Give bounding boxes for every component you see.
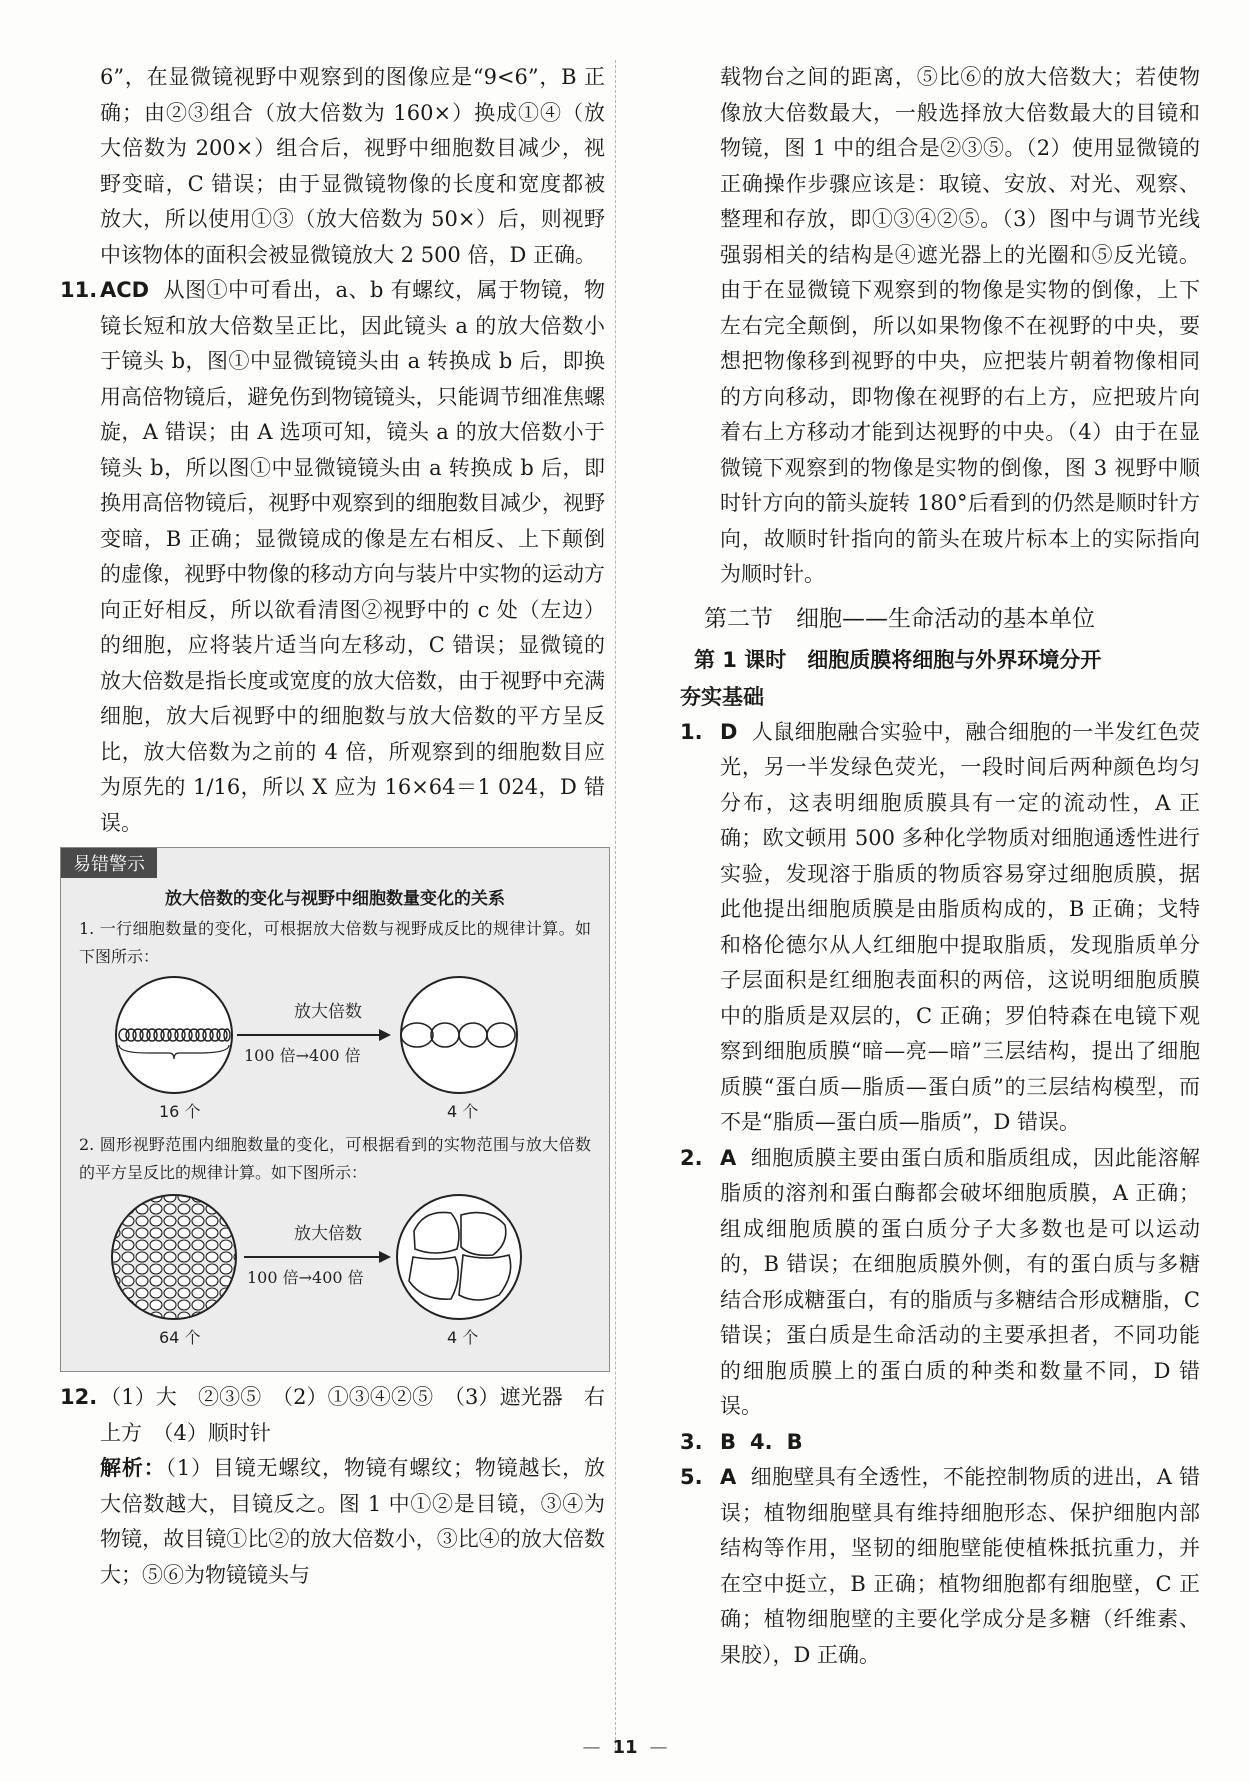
error-warning-box bbox=[60, 847, 610, 1372]
count-left-1: 16 个 bbox=[159, 1102, 201, 1121]
magnify-arrowhead-1 bbox=[379, 1029, 391, 1041]
lesson-heading: 第 1 课时 细胞质膜将细胞与外界环境分开 bbox=[694, 647, 1102, 672]
left-dense-field bbox=[112, 1195, 236, 1319]
magnify-arrowhead-2 bbox=[379, 1251, 391, 1263]
from-to-label-2: 100 倍→400 倍 bbox=[247, 1268, 364, 1287]
q12-continuation: 载物台之间的距离，⑤比⑥的放大倍数大；若使物像放大倍数最大，一般选择放大倍数最大的目镜和物镜，图 1 中的组合是②③⑤。（2）使用显微镜的正确操作步骤应该是：取镜、安放、对光、观察、整理和存放，即①③④②⑤。（3）图中与调节光线强弱相关的结构是④遮光器上的光圈和⑤反光镜。由于在显微镜下观察到的物像是实物的倒像，上下左右完全颠倒，所以如果物像不在视野的中央，要想把物像移到视野的中央，应把装片朝着物像相同的方向移动，即物像在视野的右上方，应把玻片向着右上方移动才能到达视野的中央。（4）由于在显微镜下观察到的物像是实物的倒像，图 3 视野中顺时针方向的箭头旋转 180°后看到的仍然是顺时针方向，故顺时针指向的箭头在玻片标本上的实际指向为顺时针。 bbox=[720, 65, 1200, 586]
arrow-label-2: 放大倍数 bbox=[294, 1224, 362, 1244]
q12-analysis bbox=[60, 1451, 605, 1593]
q11-number: 11. bbox=[60, 278, 98, 302]
box-title: 放大倍数的变化与视野中细胞数量变化的关系 bbox=[165, 889, 505, 909]
arrow-label-1: 放大倍数 bbox=[294, 1002, 362, 1022]
page-number bbox=[0, 1737, 1250, 1758]
q1-answer: D bbox=[720, 719, 738, 744]
q11-explanation: 从图①中可看出，a、b 有螺纹，属于物镜，物镜长短和放大倍数呈正比，因此镜头 a 的放大倍数小于镜头 b，图①中显微镜镜头由 a 转换成 b 后，即换用高倍物镜后，避免伤到物镜镜头，只能调节细准焦螺旋，A 错误；由 A 选项可知，镜头 a 的放大倍数小于镜头 b，所以图①中显微镜镜头由 a 转换成 b 后，即换用高倍物镜后，视野中观察到的细胞数目减少，视野变暗，B 正确；显微镜成的像是左右相反、上下颠倒的虚像，视野中物像的移动方向与装片中实物的运动方向正好相反，所以欲看清图②视野中的 c 处（左边）的细胞，应将装片适当向左移动，C 错误；显微镜的放大倍数是指长度或宽度的放大倍数，由于视野中充满细胞，放大后视野中的细胞数与放大倍数的平方呈反比，放大倍数为之前的 4 倍，所观察到的细胞数目应为原先的 1/16，所以 X 应为 16×64＝1 024，D 错误。 bbox=[100, 278, 605, 835]
circle-cells-diagram bbox=[79, 1191, 589, 1351]
q1-number: 1. bbox=[680, 719, 703, 744]
questions-3-4 bbox=[680, 1425, 1200, 1461]
question-1 bbox=[680, 715, 1200, 1141]
left-column bbox=[60, 60, 605, 1593]
q1-explanation: 人鼠细胞融合实验中，融合细胞的一半发红色荧光，另一半发绿色荧光，一段时间后两种颜色均匀分布，这表明细胞质膜具有一定的流动性，A 正确；欧文顿用 500 多种化学物质对细胞通透性进行实验，发现溶于脂质的物质容易穿过细胞质膜，据此他提出细胞质膜是由脂质构成的，B 正确；戈特和格伦德尔从人红细胞中提取脂质，发现脂质单分子层面积是红细胞表面积的两倍，这说明细胞质膜中的脂质是双层的，C 正确；罗伯特森在电镜下观察到细胞质膜“暗—亮—暗”三层结构，提出了细胞质膜“蛋白质—脂质—蛋白质”的三层结构模型，而不是“脂质—蛋白质—脂质”，D 错误。 bbox=[720, 719, 1200, 1134]
question-5 bbox=[680, 1460, 1200, 1673]
q2-explanation: 细胞质膜主要由蛋白质和脂质组成，因此能溶解脂质的溶剂和蛋白酶都会破坏细胞质膜，A 正确；组成细胞质膜的蛋白质分子大多数也是可以运动的，B 错误；在细胞质膜外侧，有的蛋白质与多糖结合形成糖蛋白，有的脂质与多糖结合形成糖脂，C 错误；蛋白质是生命活动的主要承担者，不同功能的细胞质膜上的蛋白质的种类和数量不同，D 错误。 bbox=[720, 1145, 1200, 1418]
question-2 bbox=[680, 1141, 1200, 1425]
section-heading: 第二节 细胞——生命活动的基本单位 bbox=[704, 605, 1095, 632]
q4-answer: B bbox=[786, 1429, 803, 1454]
question-12 bbox=[60, 1380, 605, 1451]
q3-answer: B bbox=[720, 1429, 737, 1454]
q3-number: 3. bbox=[680, 1429, 703, 1454]
q2-number: 2. bbox=[680, 1145, 703, 1170]
q2-answer: A bbox=[720, 1145, 737, 1170]
count-right-1: 4 个 bbox=[447, 1102, 479, 1121]
box-tab: 易错警示 bbox=[61, 848, 157, 878]
q10-continuation: 6”，在显微镜视野中观察到的图像应是“9<6”，B 正确；由②③组合（放大倍数为 160×）换成①④（放大倍数为 200×）组合后，视野中细胞数目减少，视野变暗，C 错误；由于显微镜物像的长度和宽度都被放大，所以使用①③（放大倍数为 50×）后，则视野中该物体的面积会被显微镜放大 2 500 倍，D 正确。 bbox=[100, 65, 605, 267]
q5-explanation: 细胞壁具有全透性，不能控制物质的进出，A 错误；植物细胞壁具有维持细胞形态、保护细胞内部结构等作用，坚韧的细胞壁能使植株抵抗重力，并在空中挺立，B 正确；植物细胞都有细胞壁，C 正确；植物细胞壁的主要化学成分是多糖（纤维素、果胶），D 正确。 bbox=[720, 1465, 1200, 1667]
dash-left: — bbox=[582, 1737, 601, 1758]
dash-right: — bbox=[649, 1737, 668, 1758]
q5-answer: A bbox=[720, 1465, 737, 1489]
q5-number: 5. bbox=[680, 1465, 703, 1489]
subsection-heading: 夯实基础 bbox=[680, 684, 764, 709]
count-right-2: 4 个 bbox=[447, 1328, 479, 1347]
analysis-label: 解析： bbox=[100, 1456, 166, 1480]
page-number-value: 11 bbox=[612, 1737, 638, 1758]
column-divider bbox=[615, 60, 616, 1750]
from-to-label-1: 100 倍→400 倍 bbox=[244, 1046, 361, 1065]
row-cells-diagram bbox=[79, 975, 589, 1125]
right-column bbox=[680, 60, 1200, 1673]
question-11 bbox=[60, 273, 605, 841]
box-item-2: 2. 圆形视野范围内细胞数量的变化，可根据看到的实物范围与放大倍数的平方呈反比的规律计算。如下图所示： bbox=[79, 1135, 591, 1182]
box-item-1: 1. 一行细胞数量的变化，可根据放大倍数与视野成反比的规律计算。如下图所示： bbox=[79, 919, 591, 966]
q11-answer: ACD bbox=[100, 278, 150, 302]
analysis-text: （1）目镜无螺纹，物镜有螺纹；物镜越长，放大倍数越大，目镜反之。图 1 中①②是目镜，③④为物镜，故目镜①比②的放大倍数小，③比④的放大倍数大；⑤⑥为物镜镜头与 bbox=[100, 1456, 606, 1587]
count-left-2: 64 个 bbox=[159, 1328, 201, 1347]
q4-number: 4. bbox=[750, 1429, 773, 1454]
q12-number: 12. bbox=[60, 1385, 98, 1409]
q12-answers: （1）大 ②③⑤ （2）①③④②⑤ （3）遮光器 右上方 （4）顺时针 bbox=[100, 1385, 605, 1445]
